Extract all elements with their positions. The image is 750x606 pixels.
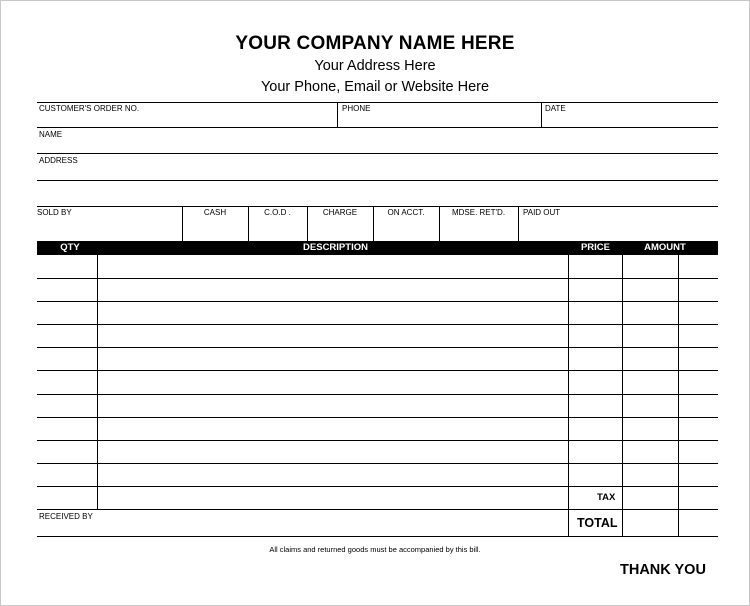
table-row-line	[37, 509, 718, 510]
claims-note: All claims and returned goods must be accompanied by this bill.	[269, 545, 481, 554]
company-address: Your Address Here	[314, 58, 436, 74]
customers-order-no-label: CUSTOMER'S ORDER NO.	[39, 104, 140, 113]
table-row-line	[37, 394, 718, 395]
divider	[337, 102, 338, 127]
table-bottom-line	[37, 536, 718, 537]
divider	[37, 153, 718, 154]
company-name: YOUR COMPANY NAME HERE	[235, 33, 515, 54]
name-label: NAME	[39, 130, 63, 139]
on-acct-label: ON ACCT.	[387, 208, 425, 217]
sold-by-label: SOLD BY	[37, 208, 72, 217]
table-row-line	[37, 417, 718, 418]
cash-label: CASH	[203, 208, 227, 217]
qty-header: QTY	[60, 242, 80, 253]
tax-label: TAX	[597, 492, 616, 503]
date-label: DATE	[545, 104, 566, 113]
charge-label: CHARGE	[322, 208, 358, 217]
received-by-label: RECEIVED BY	[39, 512, 93, 521]
divider	[568, 255, 569, 537]
divider	[622, 255, 623, 537]
table-row-line	[37, 301, 718, 302]
divider	[518, 206, 519, 241]
paid-out-label: PAID OUT	[523, 208, 561, 217]
divider	[97, 255, 98, 509]
divider	[678, 255, 679, 537]
price-header: PRICE	[580, 242, 611, 253]
table-row-line	[37, 278, 718, 279]
divider	[37, 180, 718, 181]
thank-you-text: THANK YOU	[620, 562, 706, 578]
divider	[541, 102, 542, 127]
description-header: DESCRIPTION	[303, 242, 368, 253]
table-row-line	[37, 463, 718, 464]
address-label: ADDRESS	[39, 156, 78, 165]
table-row-line	[37, 370, 718, 371]
company-contact: Your Phone, Email or Website Here	[260, 79, 490, 95]
phone-label: PHONE	[342, 104, 371, 113]
amount-header: AMOUNT	[644, 242, 686, 253]
mdse-retd-label: MDSE. RET'D.	[451, 208, 506, 217]
table-row-line	[37, 324, 718, 325]
table-row-line	[37, 347, 718, 348]
divider	[37, 127, 718, 128]
divider	[37, 102, 718, 103]
divider	[37, 206, 718, 207]
table-row-line	[37, 486, 718, 487]
total-label: TOTAL	[577, 516, 618, 530]
table-row-line	[37, 440, 718, 441]
cod-label: C.O.D .	[264, 208, 291, 217]
